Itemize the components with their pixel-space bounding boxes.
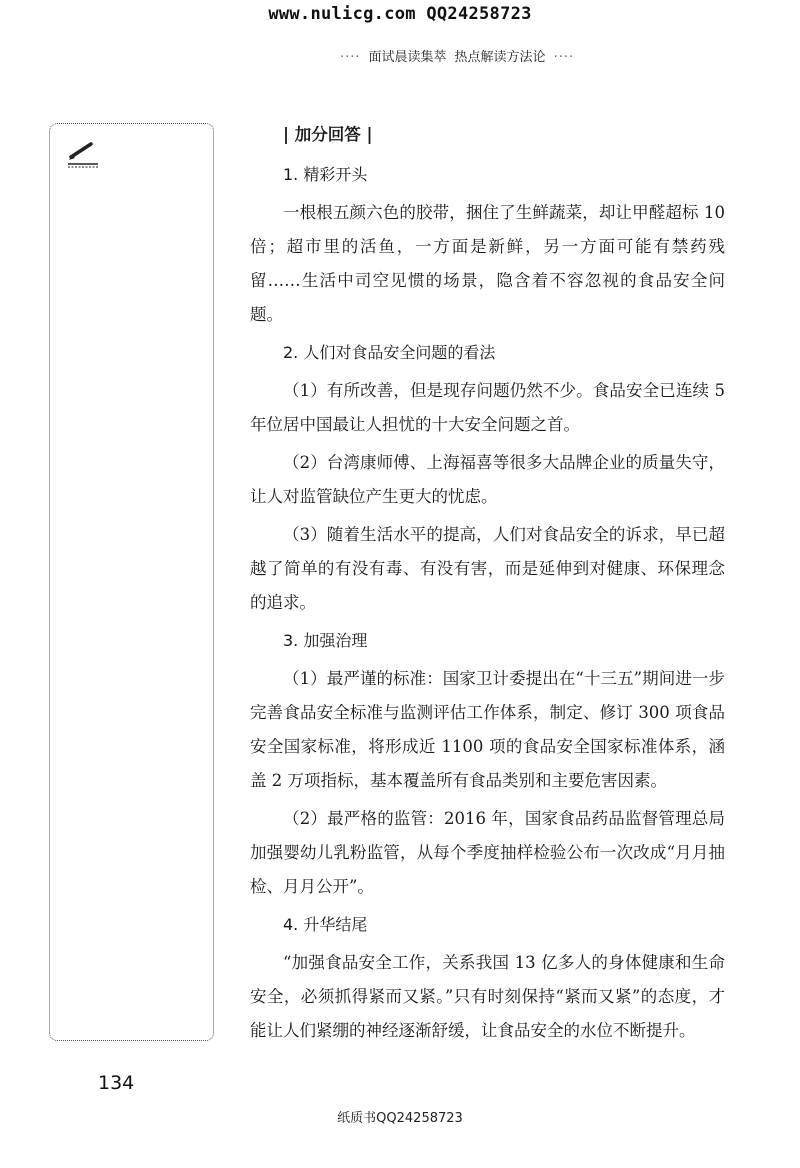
chapter-title: 热点解读方法论 <box>454 50 546 65</box>
section-title-opening: 1. 精彩开头 <box>283 165 368 184</box>
leading-dots: ···· <box>340 50 361 65</box>
paragraph: （2）最严格的监管：2016 年，国家食品药品监督管理总局加强婴幼儿乳粉监管，从每个季度抽样检验公布一次改成“月月抽检、月月公开”。 <box>250 809 725 896</box>
top-url-watermark: www.nulicg.com QQ24258723 <box>268 4 532 24</box>
page-number: 134 <box>98 1072 135 1094</box>
section-title-views: 2. 人们对食品安全问题的看法 <box>283 343 496 362</box>
book-title: 面试晨读集萃 <box>368 50 447 65</box>
section-title-governance: 3. 加强治理 <box>283 631 368 650</box>
bottom-watermark: 纸质书QQ24258723 <box>337 1111 463 1126</box>
answer-heading: | 加分回答 | <box>283 125 373 144</box>
notes-margin-box <box>49 123 214 1041</box>
trailing-dots: ···· <box>553 50 575 65</box>
section-title-conclusion: 4. 升华结尾 <box>283 915 368 934</box>
paragraph: （2）台湾康师傅、上海福喜等很多大品牌企业的质量失守，让人对监管缺位产生更大的忧虑。 <box>250 453 725 506</box>
paragraph: （1）最严谨的标准：国家卫计委提出在“十三五”期间进一步完善食品安全标准与监测评估工作体系，制定、修订 300 项食品安全国家标准，将形成近 1100 项的食品安全国家标准体系，涵盖 2 万项指标，基本覆盖所有食品类别和主要危害因素。 <box>250 669 725 790</box>
article-body <box>250 118 725 1052</box>
paragraph: （3）随着生活水平的提高，人们对食品安全的诉求，早已超越了简单的有没有毒、有没有害，而是延伸到对健康、环保理念的追求。 <box>250 525 725 612</box>
paragraph: （1）有所改善，但是现存问题仍然不少。食品安全已连续 5 年位居中国最让人担忧的十大安全问题之首。 <box>250 381 725 434</box>
pen-writing-icon <box>66 140 102 172</box>
paragraph: “加强食品安全工作，关系我国 13 亿多人的身体健康和生命安全，必须抓得紧而又紧。”只有时刻保持“紧而又紧”的态度，才能让人们紧绷的神经逐渐舒缓，让食品安全的水位不断提升。 <box>250 953 725 1040</box>
paragraph: 一根根五颜六色的胶带，捆住了生鲜蔬菜，却让甲醛超标 10 倍；超市里的活鱼，一方面是新鲜，另一方面可能有禁药残留……生活中司空见惯的场景，隐含着不容忽视的食品安全问题。 <box>250 203 725 324</box>
running-head <box>340 46 574 65</box>
